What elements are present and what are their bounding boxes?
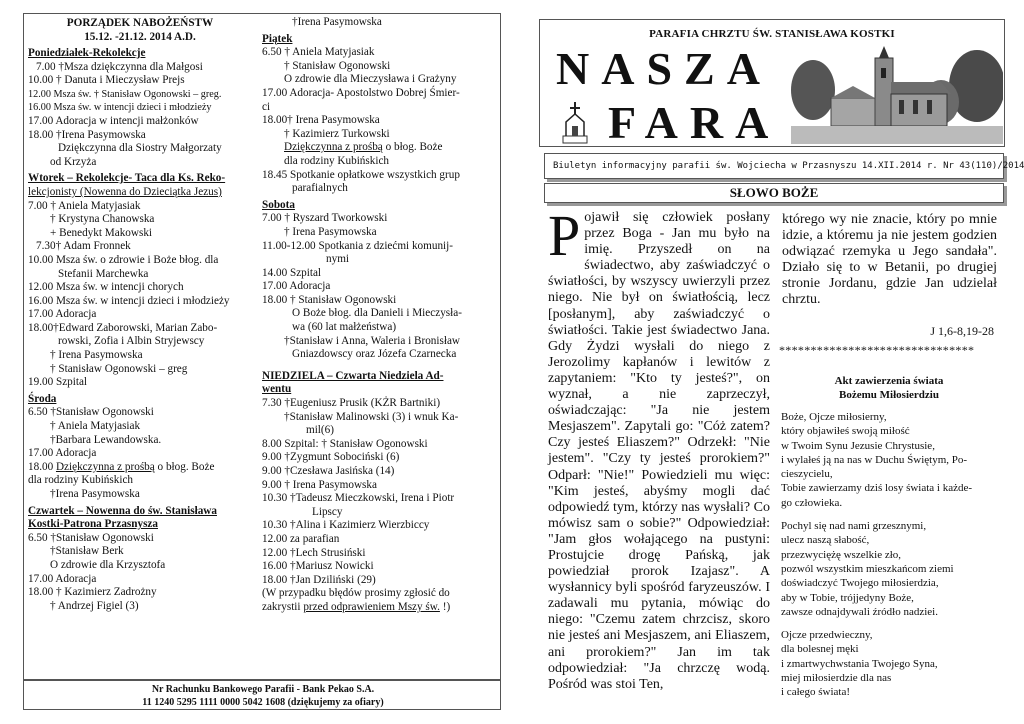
- schedule-line: 17.00 Adoracja: [28, 572, 97, 585]
- schedule-line: O zdrowie dla Mieczysława i Grażyny: [284, 73, 457, 86]
- schedule-line: 16.00 Msza św. w intencji dzieci i młodzieży: [28, 102, 212, 114]
- prayer-line: i zmartwychwstania Twojego Syna,: [781, 657, 938, 670]
- prayer-line: doświadczyć Twojego miłosierdzia,: [781, 577, 939, 590]
- prayer-line: w Twoim Synu Jezusie Chrystusie,: [781, 439, 935, 452]
- schedule-line: † Krystyna Chanowska: [50, 213, 155, 226]
- bank-account-footer: [30, 683, 496, 709]
- schedule-line: 10.30 †Alina i Kazimierz Wierzbiccy: [262, 519, 430, 532]
- schedule-line: Gniazdowscy oraz Józefa Czarnecka: [292, 348, 457, 361]
- schedule-line: 9.00 † Irena Pasymowska: [262, 478, 377, 491]
- schedule-line: 17.00 Adoracja- Apostolstwo Dobrej Śmier-: [262, 86, 460, 99]
- schedule-line: 8.00 Szpital: † Stanisław Ogonowski: [262, 437, 428, 450]
- schedule-line: 18.00 † Kazimierz Zadrożny: [28, 586, 157, 599]
- separator-stars: *******************************: [779, 343, 975, 357]
- prayer-line: Boże, Ojcze miłosierny,: [781, 411, 887, 423]
- prayer-line: pozwól wszystkim mieszkańcom ziemi: [781, 562, 954, 575]
- schedule-line: nymi: [326, 253, 349, 266]
- schedule-line: 7.30† Adam Fronnek: [36, 240, 131, 253]
- schedule-header: [30, 17, 250, 44]
- schedule-line: 11.00-12.00 Spotkania z dziećmi komunij-: [262, 239, 453, 252]
- schedule-line: parafialnych: [292, 182, 348, 195]
- schedule-line: 18.45 Spotkanie opłatkowe wszystkich grup: [262, 168, 460, 181]
- prayer-title-line-2: Bożemu Miłosierdziu: [839, 389, 939, 401]
- schedule-line: † Stanisław Ogonowski – greg: [50, 362, 188, 375]
- schedule-line: †Irena Pasymowska: [50, 488, 140, 500]
- schedule-line: lekcjonisty (Nowenna do Dzieciątka Jezus): [28, 185, 222, 198]
- schedule-day-heading: Czwartek – Nowenna do św. Stanisława: [28, 504, 217, 517]
- bank-account-line-2: 11 1240 5295 1111 0000 5042 1608 (dziękujemy za ofiary): [142, 697, 384, 708]
- schedule-line: (W przypadku błędów prosimy zgłosić do: [262, 587, 450, 600]
- schedule-line: †Barbara Lewandowska.: [50, 433, 162, 446]
- schedule-line: † Stanisław Ogonowski: [284, 59, 391, 72]
- prayer-line: cieszycielu,: [781, 468, 833, 481]
- schedule-line: 16.00 Msza św. w intencji dzieci i młodzieży: [28, 294, 230, 307]
- gospel-column-1: [548, 203, 770, 693]
- schedule-line: Lipscy: [312, 505, 343, 518]
- prayer-line: przezwyciężę wszelkie zło,: [781, 548, 902, 561]
- schedule-line: + Benedykt Makowski: [50, 226, 153, 239]
- schedule-day-heading: Piątek: [262, 32, 293, 45]
- schedule-line: 18.00 †Jan Dziliński (29): [262, 573, 376, 586]
- schedule-line: 12.00 Msza św. w intencji chorych: [28, 281, 184, 294]
- schedule-line: † Irena Pasymowska: [50, 349, 143, 362]
- schedule-line: O zdrowie dla Krzysztofa: [50, 558, 166, 571]
- schedule-line: 9.00 †Zygmunt Sobociński (6): [262, 451, 400, 464]
- title-nasza: NASZA: [556, 43, 772, 94]
- schedule-line: †Stanisław i Anna, Waleria i Bronisław: [284, 334, 460, 347]
- schedule-line: †Irena Pasymowska: [292, 16, 382, 28]
- schedule-line: 10.00 † Danuta i Mieczysław Prejs: [28, 74, 185, 87]
- schedule-line: 17.00 Adoracja: [28, 447, 97, 460]
- schedule-line: 14.00 Szpital: [262, 266, 322, 279]
- gospel-column-2: którego wy nie znacie, który po mnie idzie, a któremu ja nie jestem godzien odwiązać rzemyka u Jego sandała". Działo się to w Betanii, po drugiej stronie Jordanu, gdzie Jan udzielał chrztu.: [782, 212, 997, 308]
- schedule-line: 18.00† Irena Pasymowska: [262, 114, 380, 127]
- schedule-title: PORZĄDEK NABOŻEŃSTW: [66, 17, 214, 29]
- schedule-line: 7.00 †Msza dziękczynna dla Małgosi: [36, 60, 203, 73]
- prayer-line: ulecz naszą słabość,: [781, 534, 870, 547]
- prayer-title-line-1: Akt zawierzenia świata: [834, 375, 944, 387]
- prayer-line: miej miłosierdzie dla nas: [781, 672, 892, 685]
- schedule-line: 7.30 †Eugeniusz Prusik (KŻR Bartniki): [262, 397, 441, 410]
- parish-name: PARAFIA CHRZTU ŚW. STANISŁAWA KOSTKI: [649, 28, 895, 40]
- schedule-line: 12.00 †Lech Strusiński: [262, 546, 366, 559]
- schedule-line: † Aniela Matyjasiak: [50, 420, 141, 433]
- schedule-day-heading: Kostki-Patrona Przasnysza: [28, 518, 158, 531]
- prayer-title: [782, 374, 996, 402]
- schedule-line: 9.00 †Czesława Jasińska (14): [262, 465, 395, 477]
- schedule-line: Dziękczynna z prośbą o błog. Boże: [284, 141, 443, 154]
- schedule-day-heading: Wtorek – Rekolekcje- Taca dla Ks. Reko-: [28, 172, 226, 185]
- prayer-text: [781, 410, 999, 700]
- schedule-column-2: [262, 16, 498, 615]
- prayer-line: dla bolesnej męki: [781, 643, 859, 656]
- schedule-line: Stefanii Marchewka: [58, 267, 149, 280]
- schedule-day-heading: Poniedziałek-Rekolekcje: [28, 47, 146, 59]
- prayer-line: zawsze odnajdywali źródło nadziei.: [781, 605, 938, 618]
- schedule-line: 18.00 † Stanisław Ogonowski: [262, 293, 397, 306]
- schedule-line: † Irena Pasymowska: [284, 225, 377, 238]
- schedule-line: 16.00 †Mariusz Nowicki: [262, 560, 374, 573]
- schedule-line: 17.00 Adoracja: [262, 280, 331, 293]
- schedule-line: Dziękczynna dla Siostry Małgorzaty: [58, 142, 222, 155]
- schedule-line: O Boże błog. dla Danieli i Mieczysła-: [292, 307, 462, 320]
- bank-account-line-1: Nr Rachunku Bankowego Parafii - Bank Pekao S.A.: [151, 684, 375, 695]
- prayer-line: Ojcze przedwieczny,: [781, 629, 873, 642]
- schedule-line: 6.50 †Stanisław Ogonowski: [28, 406, 154, 419]
- schedule-day-heading: Środa: [28, 392, 57, 405]
- schedule-line: wa (60 lat małżeństwa): [292, 321, 397, 334]
- schedule-line: 12.00 za parafian: [262, 532, 340, 545]
- schedule-line: 12.00 Msza św. † Stanisław Ogonowski – greg.: [28, 88, 222, 100]
- schedule-line: †Stanisław Malinowski (3) i wnuk Ka-: [284, 410, 459, 423]
- schedule-column-1: [28, 47, 256, 613]
- prayer-gap: [781, 619, 999, 628]
- prayer-line: Tobie zawierzamy dziś losy świata i każde-: [781, 482, 973, 495]
- prayer-gap: [781, 510, 999, 519]
- schedule-line: rowski, Zofia i Albin Stryjewscy: [58, 335, 205, 348]
- schedule-day-heading: wentu: [262, 383, 292, 396]
- prayer-line: i całego świata!: [781, 686, 851, 699]
- prayer-line: aby w Tobie, trójjedyny Boże,: [781, 591, 914, 604]
- section-title-slowo-boze: SŁOWO BOŻE: [544, 183, 1004, 203]
- schedule-line: 18.00 Dziękczynna z prośbą o błog. Boże: [28, 460, 215, 473]
- schedule-line: 10.30 †Tadeusz Mieczkowski, Irena i Piotr: [262, 492, 455, 505]
- schedule-line: dla rodziny Kubińskich: [284, 154, 390, 167]
- schedule-line: 10.00 Msza św. o zdrowie i Boże błog. dla: [28, 253, 219, 266]
- church-photo-icon: [791, 42, 1003, 144]
- schedule-line: 7.00 † Ryszard Tworkowski: [262, 212, 388, 225]
- schedule-line: †Stanisław Berk: [50, 545, 124, 558]
- church-logo-icon: [560, 100, 590, 144]
- gospel-reference: J 1,6-8,19-28: [930, 324, 994, 338]
- prayer-line: który objawiłeś swoją miłość: [781, 425, 910, 438]
- drop-cap: P: [548, 203, 581, 268]
- schedule-line: 17.00 Adoracja w intencji małżonków: [28, 114, 199, 127]
- title-fara: FARA: [608, 97, 781, 148]
- schedule-line: zakrystii przed odprawieniem Mszy św. !): [262, 600, 451, 613]
- prayer-line: go człowieka.: [781, 496, 843, 509]
- prayer-line: Pochyl się nad nami grzesznymi,: [781, 520, 927, 533]
- prayer-line: i wylałeś ją na nas w Duchu Świętym, Po-: [781, 453, 968, 466]
- gospel-text-1: ojawił się człowiek posłany przez Boga - Jan mu było na imię. Przyszedł on na świadectwo, aby zaświadczyć o światłości, by wszyscy uwierzyli przez niego. Nie był on światłością, lecz [posłanym], aby zaświadczyć o światłości. Takie jest świadectwo Jana. Gdy Żydzi wysłali do niego z Jerozolimy kapłanów i lewitów z zapytaniem: "Kto ty jesteś?", on wyznał, a nie zaprzeczył, oświadczając: "Ja nie jestem Mesjaszem". Zapytali go: "Cóż zatem? Czy jesteś Eliaszem?" Odrzekł: "Nie jestem". "Czy ty jesteś prorokiem?" Odparł: "Nie!" Powiedzieli mu więc: "Kim jesteś, abyśmy mogli dać odpowiedź tym, którzy nas wysłali? Co mówisz sam o sobie?" Odpowiedział: "Jam głos wołającego na pustyni: Prostujcie drogę Pańską, jak powiedział prorok Izajasz". A wysłannicy byli spośród faryzeuszów. I zadawali mu pytania, mówiąc do niego: "Czemu zatem chrzcisz, skoro nie jesteś ani Mesjaszem, ani Eliaszem, ani prorokiem?" Jan im tak odpowiedział: "Ja chrzczę wodą. Pośród was stoi Ten,: [548, 210, 770, 692]
- schedule-line: † Andrzej Figiel (3): [50, 599, 139, 612]
- schedule-line: ci: [262, 100, 271, 113]
- schedule-line: od Krzyża: [50, 155, 97, 168]
- schedule-line: dla rodziny Kubińskich: [28, 474, 134, 487]
- schedule-day-heading: Sobota: [262, 198, 295, 211]
- schedule-dates: 15.12. -21.12. 2014 A.D.: [84, 30, 196, 43]
- bulletin-info: Biuletyn informacyjny parafii św. Wojciecha w Przasnyszu 14.XII.2014 r. Nr 43(110)/2014: [544, 153, 1004, 179]
- schedule-line: 6.50 †Stanisław Ogonowski: [28, 531, 154, 544]
- schedule-line: mil(6): [306, 424, 334, 437]
- schedule-line: 17.00 Adoracja: [28, 308, 97, 321]
- schedule-line: 18.00†Edward Zaborowski, Marian Zabo-: [28, 321, 218, 334]
- schedule-day-heading: NIEDZIELA – Czwarta Niedziela Ad-: [262, 369, 444, 382]
- schedule-line: 19.00 Szpital: [28, 376, 88, 389]
- schedule-line: 7.00 † Aniela Matyjasiak: [28, 199, 141, 212]
- schedule-line: † Kazimierz Turkowski: [284, 127, 390, 140]
- schedule-line: 6.50 † Aniela Matyjasiak: [262, 46, 375, 59]
- schedule-line: 18.00 †Irena Pasymowska: [28, 128, 146, 141]
